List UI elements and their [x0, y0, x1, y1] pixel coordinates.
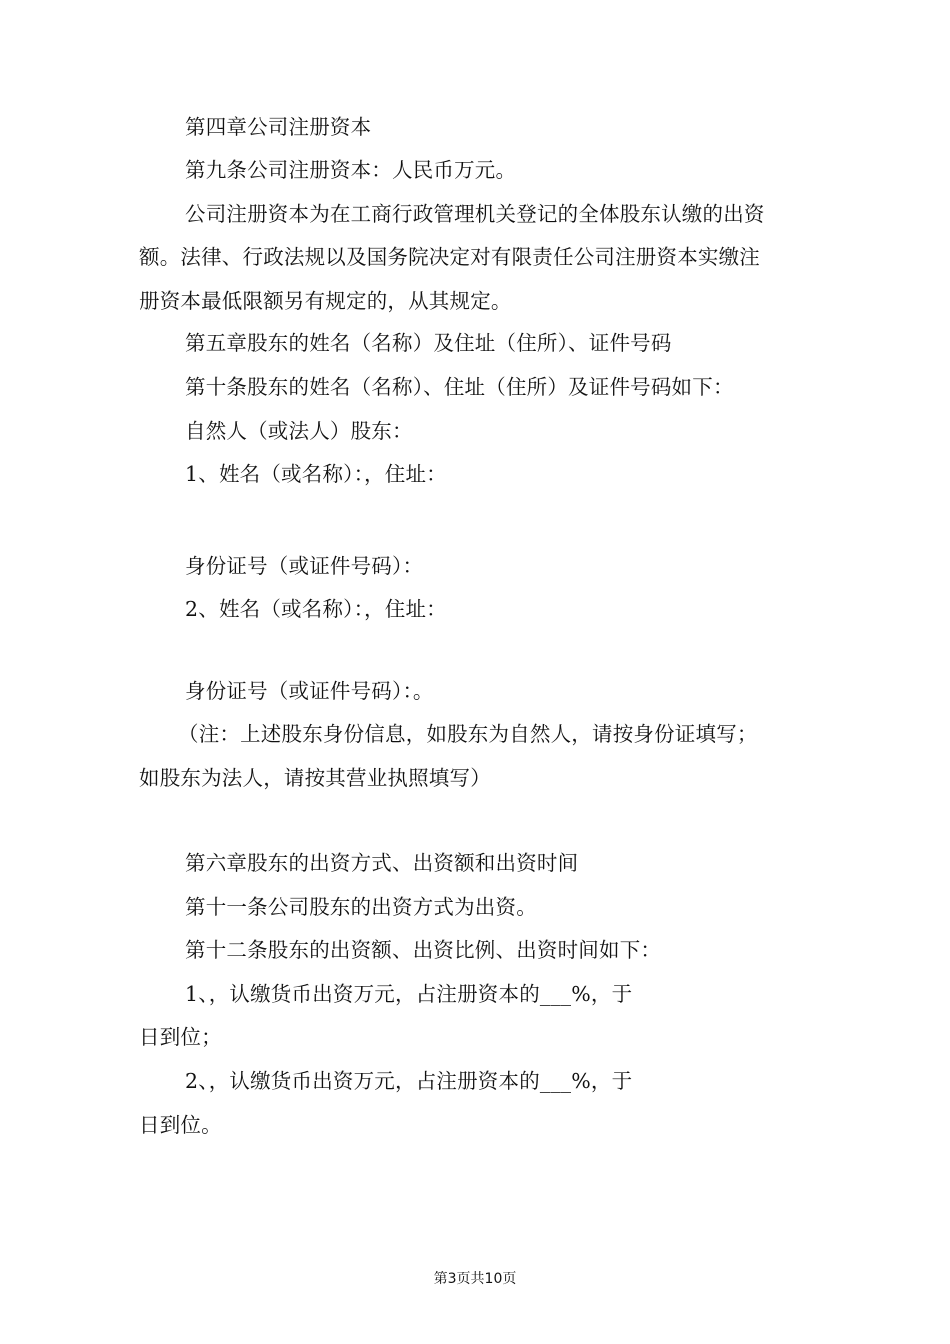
note-line: 如股东为法人，请按其营业执照填写）	[139, 766, 491, 790]
article-12-text: 第十二条股东的出资额、出资比例、出资时间如下：	[185, 938, 662, 962]
paragraph-line: 额。法律、行政法规以及国务院决定对有限责任公司注册资本实缴注	[139, 245, 760, 269]
chapter-4-heading: 第四章公司注册资本	[185, 115, 372, 139]
chapter-6-heading: 第六章股东的出资方式、出资额和出资时间	[185, 851, 579, 875]
shareholder-type-label: 自然人（或法人）股东：	[185, 419, 413, 443]
article-11-text: 第十一条公司股东的出资方式为出资。	[185, 895, 537, 919]
contribution-2-line: 2、，认缴货币出资万元，占注册资本的___%，于	[185, 1069, 633, 1093]
paragraph-line: 公司注册资本为在工商行政管理机关登记的全体股东认缴的出资	[185, 202, 765, 226]
shareholder-1-id-number: 身份证号（或证件号码）：	[185, 554, 424, 578]
page-number-footer: 第3页共10页	[433, 1271, 517, 1287]
chapter-5-heading: 第五章股东的姓名（名称）及住址（住所）、证件号码	[185, 331, 672, 355]
shareholder-1-name-address: 1、姓名（或名称）：，住址：	[185, 462, 447, 486]
shareholder-2-name-address: 2、姓名（或名称）：，住址：	[185, 597, 447, 621]
contribution-1-date: 日到位；	[139, 1025, 222, 1049]
note-line: （注：上述股东身份信息，如股东为自然人，请按身份证填写；	[178, 722, 758, 746]
contribution-2-date: 日到位。	[139, 1113, 222, 1137]
article-9-text: 第九条公司注册资本：人民币万元。	[185, 158, 517, 182]
article-10-text: 第十条股东的姓名（名称）、住址（住所）及证件号码如下：	[185, 375, 734, 399]
paragraph-line: 册资本最低限额另有规定的，从其规定。	[139, 289, 512, 313]
contribution-1-line: 1、，认缴货币出资万元，占注册资本的___%，于	[185, 982, 633, 1006]
shareholder-2-id-number: 身份证号（或证件号码）：。	[185, 679, 434, 703]
